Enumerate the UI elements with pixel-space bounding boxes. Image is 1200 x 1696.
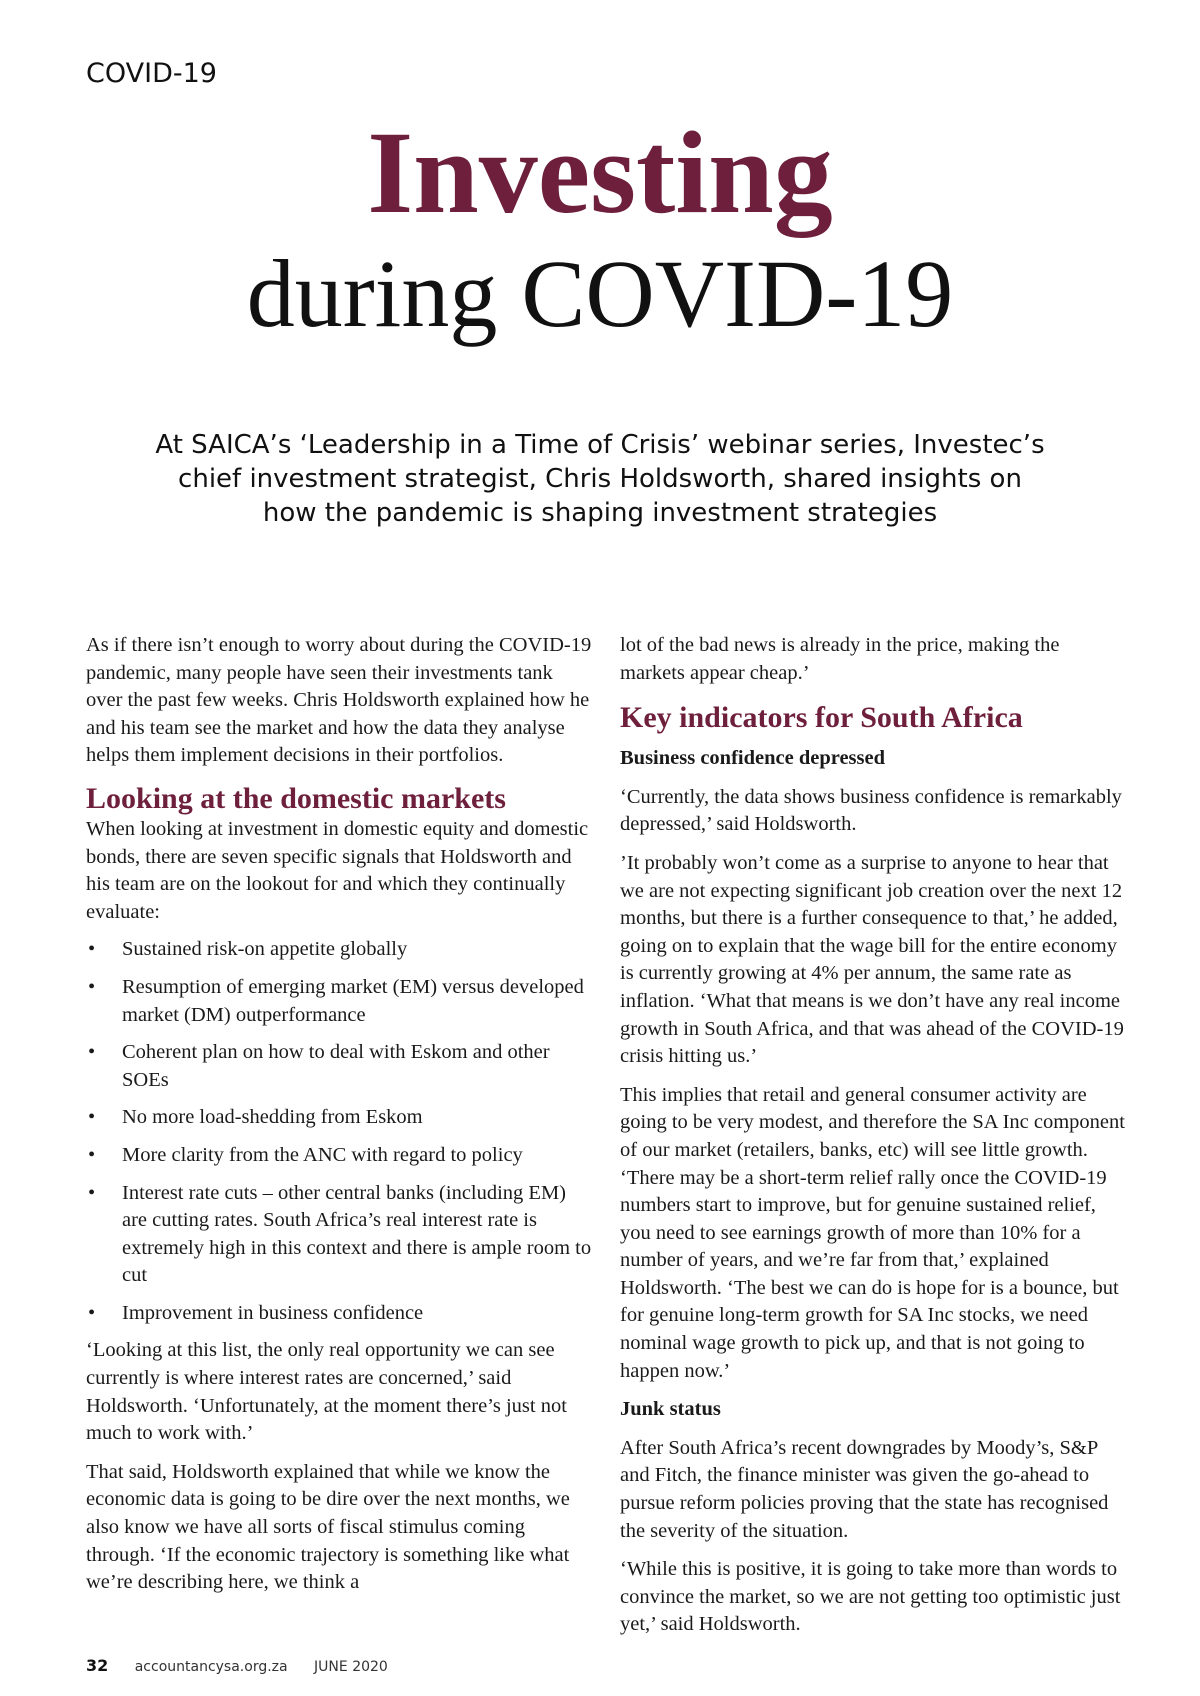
list-item-text: More clarity from the ANC with regard to policy	[122, 1143, 523, 1166]
standfirst: At SAICA’s ‘Leadership in a Time of Crisis’ webinar series, Investec’s chief investment strategist, Chris Holdsworth, shared insights on how the pandemic is shaping investment strategies	[155, 430, 1045, 528]
intro-paragraph: As if there isn’t enough to worry about during the COVID-19 pandemic, many people have seen their investments tank over the past few weeks. Chris Holdsworth explained how he and his team see the market and how the data they analyse helps them implement decisions in their portfolios.	[86, 634, 592, 767]
body-paragraph: ’It probably won’t come as a surprise to anyone to hear that we are not expecting significant job creation over the next 12 months, but there is a further consequence to that,’ he added, going on to explain that the wage bill for the entire economy is currently growing at 4% per annum, the same rate as inflation. ‘What that means is we don’t have any real income growth in South Africa, and that was ahead of the COVID-19 crisis hitting us.’	[620, 851, 1124, 1068]
list-item	[86, 974, 594, 1029]
body-paragraph: ‘While this is positive, it is going to take more than words to convince the market, so we are not getting too optimistic just yet,’ said Holdsworth.	[620, 1558, 1121, 1636]
list-item-text: Improvement in business confidence	[122, 1301, 424, 1324]
body-paragraph: When looking at investment in domestic equity and domestic bonds, there are seven specific signals that Holdsworth and his team are on the lookout for and which they continually evaluate:	[86, 817, 589, 923]
heading-key-indicators: Key indicators for South Africa	[620, 701, 1023, 735]
heading-domestic-markets: Looking at the domestic markets	[86, 781, 506, 815]
right-column	[620, 632, 1126, 1650]
bullet: •	[88, 1143, 96, 1166]
body-paragraph: ‘Looking at this list, the only real opportunity we can see currently is where interest rates are concerned,’ said Holdsworth. ‘Unfortunately, at the moment there’s just not much to work with.’	[86, 1339, 567, 1445]
article-title: Investing	[367, 107, 833, 238]
list-item	[86, 1142, 594, 1170]
list-item	[86, 1104, 594, 1132]
left-column	[86, 632, 594, 1608]
body-paragraph: After South Africa’s recent downgrades by Moody’s, S&P and Fitch, the finance minister was given the go-ahead to pursue reform policies proving that the state has recognised the severity of the situation.	[620, 1436, 1109, 1542]
list-item-text: Resumption of emerging market (EM) versus developed market (DM) outperformance	[122, 975, 584, 1026]
list-item	[86, 1039, 594, 1094]
subheading-business-confidence: Business confidence depressed	[620, 747, 886, 770]
bullet: •	[88, 1181, 96, 1204]
bullet: •	[88, 1041, 96, 1064]
page-footer	[86, 1656, 388, 1675]
list-item	[86, 1180, 594, 1290]
bullet: •	[88, 975, 96, 998]
bullet: •	[88, 1106, 96, 1129]
bullet: •	[88, 938, 96, 961]
article-subtitle: during COVID-19	[246, 240, 954, 347]
issue-date: JUNE 2020	[314, 1659, 388, 1675]
subheading-junk-status: Junk status	[620, 1398, 721, 1421]
list-item-text: Interest rate cuts – other central banks (including EM) are cutting rates. South Africa’s real interest rate is extremely high in this context and there is ample room to cut	[122, 1181, 592, 1287]
list-item-text: No more load-shedding from Eskom	[122, 1106, 423, 1129]
bullet: •	[88, 1301, 96, 1324]
list-item-text: Sustained risk-on appetite globally	[122, 938, 408, 961]
list-item	[86, 936, 594, 964]
list-item	[86, 1300, 594, 1328]
body-paragraph: This implies that retail and general consumer activity are going to be very modest, and therefore the SA Inc component of our market (retailers, banks, etc) will see little growth. ‘There may be a short-term relief rally once the COVID-19 numbers start to improve, but for genuine sustained relief, you need to see earnings growth of more than 10% for a number of years, and we’re far from that,’ explained Holdsworth. ‘The best we can do is hope for is a bounce, but for genuine long-term growth for SA Inc stocks, we need nominal wage growth to pick up, and that is not going to happen now.’	[620, 1083, 1125, 1382]
signals-list	[86, 936, 594, 1327]
list-item-text: Coherent plan on how to deal with Eskom and other SOEs	[122, 1041, 550, 1091]
body-paragraph: That said, Holdsworth explained that while we know the economic data is going to be dire over the next months, we also know we have all sorts of fiscal stimulus coming through. ‘If the economic trajectory is something like what we’re describing here, we think a	[86, 1460, 570, 1594]
body-paragraph: lot of the bad news is already in the price, making the markets appear cheap.’	[620, 634, 1060, 684]
website-link[interactable]: accountancysa.org.za	[134, 1659, 288, 1675]
section-tag: COVID-19	[86, 58, 217, 89]
page-number: 32	[86, 1656, 109, 1675]
body-paragraph: ‘Currently, the data shows business confidence is remarkably depressed,’ said Holdsworth.	[620, 785, 1122, 836]
